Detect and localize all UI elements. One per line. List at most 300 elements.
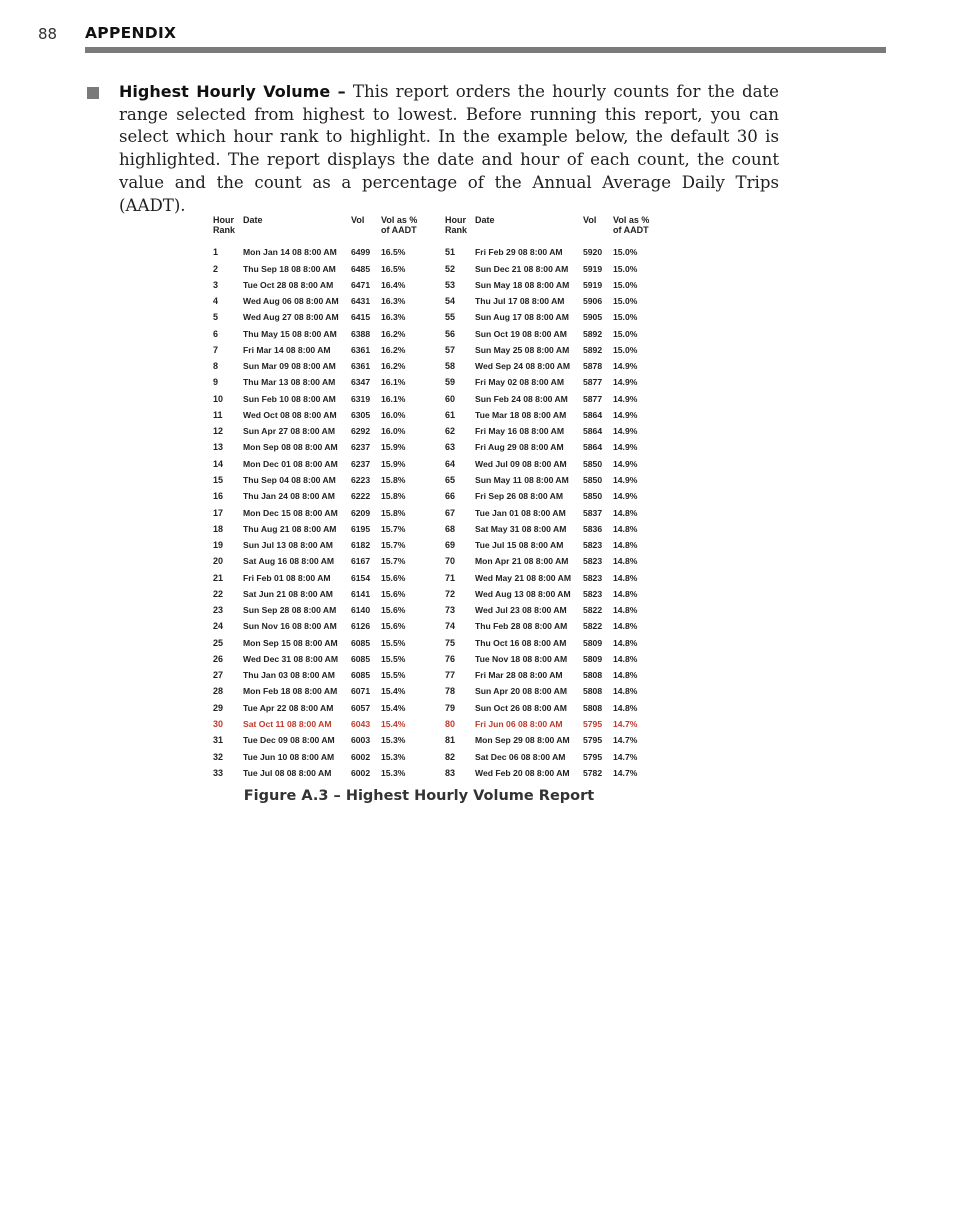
hour-rank-cell: 53 bbox=[445, 279, 456, 290]
date-cell: Sat Dec 06 08 8:00 AM bbox=[475, 751, 566, 762]
hour-rank-cell: 68 bbox=[445, 523, 456, 534]
vol-cell: 5878 bbox=[583, 361, 603, 372]
hour-rank-cell: 2 bbox=[213, 263, 219, 274]
hour-rank-cell: 71 bbox=[445, 572, 456, 583]
table-row bbox=[213, 485, 665, 501]
vol-cell: 5808 bbox=[583, 702, 603, 713]
date-cell: Thu Feb 28 08 8:00 AM bbox=[475, 621, 568, 632]
vol-pct-cell: 14.8% bbox=[613, 670, 638, 681]
date-cell: Fri Sep 26 08 8:00 AM bbox=[475, 491, 564, 502]
date-cell: Wed Aug 13 08 8:00 AM bbox=[475, 588, 571, 599]
table-row bbox=[213, 322, 665, 338]
hour-rank-cell: 65 bbox=[445, 474, 456, 485]
date-cell: Sun Aug 17 08 8:00 AM bbox=[475, 312, 569, 323]
vol-pct-cell: 16.1% bbox=[381, 393, 406, 404]
date-cell: Fri Jun 06 08 8:00 AM bbox=[475, 718, 563, 729]
date-cell: Wed May 21 08 8:00 AM bbox=[475, 572, 572, 583]
vol-pct-cell: 16.0% bbox=[381, 426, 406, 437]
hour-rank-cell: 33 bbox=[213, 767, 224, 778]
vol-pct-cell: 15.9% bbox=[381, 458, 406, 469]
vol-cell: 5808 bbox=[583, 670, 603, 681]
table-row bbox=[213, 274, 665, 290]
date-cell: Tue Nov 18 08 8:00 AM bbox=[475, 653, 568, 664]
vol-cell: 6471 bbox=[351, 279, 371, 290]
hour-rank-cell: 4 bbox=[213, 296, 219, 307]
date-cell: Wed Jul 23 08 8:00 AM bbox=[475, 605, 567, 616]
vol-pct-cell: 16.0% bbox=[381, 409, 406, 420]
vol-cell: 5919 bbox=[583, 279, 603, 290]
header-hour-rank: Hour Rank bbox=[213, 215, 236, 235]
date-cell: Sun May 25 08 8:00 AM bbox=[475, 344, 570, 355]
vol-cell: 6071 bbox=[351, 686, 371, 697]
vol-cell: 5919 bbox=[583, 263, 603, 274]
vol-cell: 5905 bbox=[583, 312, 603, 323]
vol-pct-cell: 15.3% bbox=[381, 767, 406, 778]
report-header-row bbox=[213, 213, 665, 241]
hour-rank-cell: 54 bbox=[445, 296, 456, 307]
hour-rank-cell: 28 bbox=[213, 686, 224, 697]
table-row bbox=[213, 404, 665, 420]
hour-rank-cell: 11 bbox=[213, 409, 223, 420]
hour-rank-cell: 13 bbox=[213, 442, 224, 453]
table-row bbox=[213, 745, 665, 761]
date-cell: Wed Dec 31 08 8:00 AM bbox=[243, 653, 339, 664]
table-row bbox=[213, 534, 665, 550]
table-row bbox=[213, 566, 665, 582]
vol-pct-cell: 15.0% bbox=[613, 263, 638, 274]
figure-caption: Figure A.3 – Highest Hourly Volume Report bbox=[243, 788, 595, 804]
vol-cell: 5836 bbox=[583, 523, 603, 534]
header-vol: Vol bbox=[583, 215, 597, 225]
table-row bbox=[213, 436, 665, 452]
vol-pct-cell: 14.9% bbox=[613, 361, 638, 372]
date-cell: Fri Aug 29 08 8:00 AM bbox=[475, 442, 564, 453]
vol-pct-cell: 15.5% bbox=[381, 670, 406, 681]
date-cell: Thu Sep 18 08 8:00 AM bbox=[243, 263, 336, 274]
date-cell: Sun Dec 21 08 8:00 AM bbox=[475, 263, 569, 274]
table-row bbox=[213, 680, 665, 696]
vol-cell: 6319 bbox=[351, 393, 371, 404]
vol-pct-cell: 14.8% bbox=[613, 653, 638, 664]
hour-rank-cell: 79 bbox=[445, 702, 456, 713]
header-vol: Vol bbox=[351, 215, 365, 225]
vol-pct-cell: 15.6% bbox=[381, 572, 406, 583]
hour-rank-cell: 24 bbox=[213, 621, 224, 632]
table-row bbox=[213, 257, 665, 273]
vol-cell: 6195 bbox=[351, 523, 371, 534]
paragraph-text: This report orders the hourly counts for the date range selected from highest to lowest. Before running this report, you can select which hour rank to highlight. In the example below, the default 30 is highlighted. The report displays the date and hour of each count, the count value and the count as a percentage of the Annual Average Daily Trips (AADT). bbox=[119, 82, 779, 215]
header-vol-pct-aadt: Vol as % of AADT bbox=[381, 215, 418, 235]
table-row bbox=[213, 550, 665, 566]
date-cell: Sun May 11 08 8:00 AM bbox=[475, 474, 569, 485]
vol-pct-cell: 15.4% bbox=[381, 718, 406, 729]
vol-pct-cell: 14.9% bbox=[613, 426, 638, 437]
vol-pct-cell: 16.2% bbox=[381, 328, 406, 339]
vol-cell: 6002 bbox=[351, 767, 371, 778]
date-cell: Sun Feb 10 08 8:00 AM bbox=[243, 393, 336, 404]
vol-pct-cell: 14.8% bbox=[613, 523, 638, 534]
hour-rank-cell: 5 bbox=[213, 312, 219, 323]
table-row bbox=[213, 290, 665, 306]
vol-cell: 5823 bbox=[583, 540, 603, 551]
vol-cell: 6388 bbox=[351, 328, 371, 339]
vol-cell: 5808 bbox=[583, 686, 603, 697]
table-row bbox=[213, 696, 665, 712]
date-cell: Thu Jan 24 08 8:00 AM bbox=[243, 491, 335, 502]
vol-cell: 6305 bbox=[351, 409, 371, 420]
vol-pct-cell: 15.4% bbox=[381, 702, 406, 713]
vol-cell: 6415 bbox=[351, 312, 371, 323]
vol-pct-cell: 15.7% bbox=[381, 556, 406, 567]
date-cell: Mon Sep 08 08 8:00 AM bbox=[243, 442, 338, 453]
hour-rank-cell: 62 bbox=[445, 426, 456, 437]
hour-rank-cell: 74 bbox=[445, 621, 456, 632]
vol-pct-cell: 15.0% bbox=[613, 344, 638, 355]
vol-pct-cell: 16.5% bbox=[381, 263, 406, 274]
vol-pct-cell: 15.0% bbox=[613, 328, 638, 339]
date-cell: Mon Dec 01 08 8:00 AM bbox=[243, 458, 338, 469]
vol-cell: 6182 bbox=[351, 540, 371, 551]
date-cell: Mon Dec 15 08 8:00 AM bbox=[243, 507, 338, 518]
vol-pct-cell: 16.3% bbox=[381, 296, 406, 307]
vol-cell: 5892 bbox=[583, 344, 603, 355]
hour-rank-cell: 61 bbox=[445, 409, 456, 420]
vol-cell: 6499 bbox=[351, 247, 371, 258]
vol-pct-cell: 14.8% bbox=[613, 572, 638, 583]
section-title: APPENDIX bbox=[85, 24, 177, 42]
hour-rank-cell: 52 bbox=[445, 263, 456, 274]
hour-rank-cell: 77 bbox=[445, 670, 456, 681]
vol-pct-cell: 14.9% bbox=[613, 474, 638, 485]
vol-cell: 5823 bbox=[583, 572, 603, 583]
date-cell: Sun Apr 27 08 8:00 AM bbox=[243, 426, 336, 437]
hour-rank-cell: 3 bbox=[213, 279, 219, 290]
table-row bbox=[213, 469, 665, 485]
hour-rank-cell: 58 bbox=[445, 361, 456, 372]
vol-pct-cell: 14.8% bbox=[613, 621, 638, 632]
table-row bbox=[213, 631, 665, 647]
vol-cell: 6222 bbox=[351, 491, 371, 502]
vol-cell: 5864 bbox=[583, 442, 603, 453]
hour-rank-cell: 81 bbox=[445, 735, 456, 746]
date-cell: Wed Feb 20 08 8:00 AM bbox=[475, 767, 570, 778]
date-cell: Tue Jun 10 08 8:00 AM bbox=[243, 751, 335, 762]
date-cell: Sun Oct 26 08 8:00 AM bbox=[475, 702, 567, 713]
vol-cell: 5822 bbox=[583, 605, 603, 616]
date-cell: Thu Oct 16 08 8:00 AM bbox=[475, 637, 567, 648]
vol-pct-cell: 15.8% bbox=[381, 474, 406, 485]
hour-rank-cell: 73 bbox=[445, 605, 456, 616]
table-row bbox=[213, 583, 665, 599]
hour-rank-cell: 57 bbox=[445, 344, 456, 355]
vol-pct-cell: 14.8% bbox=[613, 605, 638, 616]
vol-cell: 5906 bbox=[583, 296, 603, 307]
body-paragraph bbox=[119, 81, 779, 217]
hour-rank-cell: 19 bbox=[213, 540, 224, 551]
date-cell: Sat Jun 21 08 8:00 AM bbox=[243, 588, 333, 599]
paragraph-lead: Highest Hourly Volume – bbox=[119, 82, 346, 101]
date-cell: Fri Feb 01 08 8:00 AM bbox=[243, 572, 331, 583]
vol-pct-cell: 14.7% bbox=[613, 751, 638, 762]
hour-rank-cell: 25 bbox=[213, 637, 224, 648]
date-cell: Sun Sep 28 08 8:00 AM bbox=[243, 605, 337, 616]
date-cell: Mon Sep 29 08 8:00 AM bbox=[475, 735, 570, 746]
vol-pct-cell: 15.0% bbox=[613, 312, 638, 323]
hour-rank-cell: 63 bbox=[445, 442, 456, 453]
date-cell: Mon Apr 21 08 8:00 AM bbox=[475, 556, 569, 567]
vol-pct-cell: 15.7% bbox=[381, 540, 406, 551]
vol-pct-cell: 14.7% bbox=[613, 718, 638, 729]
header-date: Date bbox=[475, 215, 495, 225]
table-row bbox=[213, 518, 665, 534]
header-date: Date bbox=[243, 215, 263, 225]
hour-rank-cell: 1 bbox=[213, 247, 219, 258]
vol-cell: 6085 bbox=[351, 637, 371, 648]
hour-rank-cell: 51 bbox=[445, 247, 456, 258]
vol-cell: 5782 bbox=[583, 767, 603, 778]
vol-cell: 6057 bbox=[351, 702, 371, 713]
vol-cell: 6154 bbox=[351, 572, 371, 583]
date-cell: Sat May 31 08 8:00 AM bbox=[475, 523, 567, 534]
hour-rank-cell: 14 bbox=[213, 458, 224, 469]
table-row bbox=[213, 241, 665, 257]
vol-pct-cell: 15.0% bbox=[613, 296, 638, 307]
vol-cell: 5864 bbox=[583, 426, 603, 437]
date-cell: Tue Jul 08 08 8:00 AM bbox=[243, 767, 332, 778]
vol-pct-cell: 15.0% bbox=[613, 247, 638, 258]
date-cell: Sun Feb 24 08 8:00 AM bbox=[475, 393, 568, 404]
hour-rank-cell: 80 bbox=[445, 718, 456, 729]
table-row bbox=[213, 306, 665, 322]
date-cell: Wed Sep 24 08 8:00 AM bbox=[475, 361, 571, 372]
date-cell: Fri Feb 29 08 8:00 AM bbox=[475, 247, 563, 258]
vol-cell: 6361 bbox=[351, 344, 371, 355]
vol-pct-cell: 16.2% bbox=[381, 344, 406, 355]
vol-cell: 5850 bbox=[583, 491, 603, 502]
vol-cell: 5809 bbox=[583, 637, 603, 648]
page-header bbox=[0, 0, 954, 56]
vol-cell: 5850 bbox=[583, 458, 603, 469]
table-row bbox=[213, 648, 665, 664]
table-row bbox=[213, 452, 665, 468]
vol-pct-cell: 15.8% bbox=[381, 491, 406, 502]
table-row bbox=[213, 713, 665, 729]
vol-pct-cell: 14.8% bbox=[613, 588, 638, 599]
bullet-square-icon bbox=[87, 87, 99, 99]
vol-pct-cell: 15.4% bbox=[381, 686, 406, 697]
date-cell: Wed Aug 27 08 8:00 AM bbox=[243, 312, 339, 323]
hour-rank-cell: 60 bbox=[445, 393, 456, 404]
table-row bbox=[213, 762, 665, 778]
hour-rank-cell: 83 bbox=[445, 767, 456, 778]
vol-cell: 5920 bbox=[583, 247, 603, 258]
hour-rank-cell: 72 bbox=[445, 588, 456, 599]
vol-cell: 6292 bbox=[351, 426, 371, 437]
vol-cell: 5864 bbox=[583, 409, 603, 420]
vol-pct-cell: 15.6% bbox=[381, 621, 406, 632]
date-cell: Tue Mar 18 08 8:00 AM bbox=[475, 409, 567, 420]
hour-rank-cell: 16 bbox=[213, 491, 224, 502]
vol-cell: 6237 bbox=[351, 458, 371, 469]
vol-cell: 6167 bbox=[351, 556, 371, 567]
hour-rank-cell: 64 bbox=[445, 458, 456, 469]
date-cell: Fri May 16 08 8:00 AM bbox=[475, 426, 565, 437]
hour-rank-cell: 22 bbox=[213, 588, 224, 599]
vol-pct-cell: 16.1% bbox=[381, 377, 406, 388]
vol-pct-cell: 14.7% bbox=[613, 735, 638, 746]
vol-pct-cell: 14.8% bbox=[613, 507, 638, 518]
hour-rank-cell: 27 bbox=[213, 670, 224, 681]
hour-rank-cell: 31 bbox=[213, 735, 224, 746]
vol-cell: 5823 bbox=[583, 556, 603, 567]
hour-rank-cell: 26 bbox=[213, 653, 224, 664]
table-row bbox=[213, 371, 665, 387]
date-cell: Tue Jan 01 08 8:00 AM bbox=[475, 507, 566, 518]
date-cell: Tue Jul 15 08 8:00 AM bbox=[475, 540, 564, 551]
vol-pct-cell: 15.6% bbox=[381, 588, 406, 599]
date-cell: Tue Oct 28 08 8:00 AM bbox=[243, 279, 334, 290]
vol-cell: 5795 bbox=[583, 751, 603, 762]
hour-rank-cell: 6 bbox=[213, 328, 219, 339]
table-row bbox=[213, 599, 665, 615]
vol-cell: 6140 bbox=[351, 605, 371, 616]
header-hour-rank: Hour Rank bbox=[445, 215, 468, 235]
date-cell: Fri Mar 28 08 8:00 AM bbox=[475, 670, 563, 681]
vol-pct-cell: 16.4% bbox=[381, 279, 406, 290]
vol-cell: 5822 bbox=[583, 621, 603, 632]
hour-rank-cell: 67 bbox=[445, 507, 456, 518]
hour-rank-cell: 78 bbox=[445, 686, 456, 697]
date-cell: Thu Aug 21 08 8:00 AM bbox=[243, 523, 337, 534]
date-cell: Wed Oct 08 08 8:00 AM bbox=[243, 409, 337, 420]
date-cell: Tue Apr 22 08 8:00 AM bbox=[243, 702, 334, 713]
table-row bbox=[213, 501, 665, 517]
date-cell: Thu May 15 08 8:00 AM bbox=[243, 328, 337, 339]
vol-cell: 6002 bbox=[351, 751, 371, 762]
hour-rank-cell: 10 bbox=[213, 393, 224, 404]
vol-cell: 5809 bbox=[583, 653, 603, 664]
vol-pct-cell: 15.3% bbox=[381, 735, 406, 746]
table-row bbox=[213, 387, 665, 403]
hour-rank-cell: 70 bbox=[445, 556, 456, 567]
vol-pct-cell: 14.9% bbox=[613, 491, 638, 502]
hour-rank-cell: 17 bbox=[213, 507, 224, 518]
header-vol-pct-aadt: Vol as % of AADT bbox=[613, 215, 650, 235]
report-table bbox=[213, 213, 665, 778]
date-cell: Sun Oct 19 08 8:00 AM bbox=[475, 328, 567, 339]
date-cell: Mon Sep 15 08 8:00 AM bbox=[243, 637, 338, 648]
table-row bbox=[213, 355, 665, 371]
hour-rank-cell: 32 bbox=[213, 751, 224, 762]
hour-rank-cell: 9 bbox=[213, 377, 219, 388]
report-body bbox=[213, 241, 665, 778]
hour-rank-cell: 75 bbox=[445, 637, 456, 648]
vol-pct-cell: 14.8% bbox=[613, 686, 638, 697]
hour-rank-cell: 12 bbox=[213, 426, 224, 437]
table-row bbox=[213, 664, 665, 680]
date-cell: Fri May 02 08 8:00 AM bbox=[475, 377, 565, 388]
hourly-volume-report bbox=[213, 213, 665, 778]
vol-cell: 5892 bbox=[583, 328, 603, 339]
hour-rank-cell: 55 bbox=[445, 312, 456, 323]
vol-pct-cell: 14.9% bbox=[613, 409, 638, 420]
hour-rank-cell: 30 bbox=[213, 718, 224, 729]
vol-cell: 6485 bbox=[351, 263, 371, 274]
date-cell: Mon Feb 18 08 8:00 AM bbox=[243, 686, 338, 697]
date-cell: Sun Apr 20 08 8:00 AM bbox=[475, 686, 568, 697]
vol-cell: 6347 bbox=[351, 377, 371, 388]
header-rule bbox=[85, 47, 886, 53]
vol-cell: 6237 bbox=[351, 442, 371, 453]
hour-rank-cell: 23 bbox=[213, 605, 224, 616]
vol-pct-cell: 15.0% bbox=[613, 279, 638, 290]
vol-pct-cell: 15.8% bbox=[381, 507, 406, 518]
vol-pct-cell: 15.5% bbox=[381, 653, 406, 664]
date-cell: Mon Jan 14 08 8:00 AM bbox=[243, 247, 337, 258]
vol-cell: 6361 bbox=[351, 361, 371, 372]
vol-pct-cell: 14.8% bbox=[613, 556, 638, 567]
date-cell: Fri Mar 14 08 8:00 AM bbox=[243, 344, 331, 355]
vol-cell: 6141 bbox=[351, 588, 371, 599]
hour-rank-cell: 76 bbox=[445, 653, 456, 664]
date-cell: Thu Jan 03 08 8:00 AM bbox=[243, 670, 335, 681]
vol-cell: 5837 bbox=[583, 507, 603, 518]
date-cell: Thu Sep 04 08 8:00 AM bbox=[243, 474, 336, 485]
hour-rank-cell: 66 bbox=[445, 491, 456, 502]
vol-cell: 5795 bbox=[583, 735, 603, 746]
table-row bbox=[213, 339, 665, 355]
date-cell: Wed Jul 09 08 8:00 AM bbox=[475, 458, 567, 469]
vol-cell: 5795 bbox=[583, 718, 603, 729]
hour-rank-cell: 59 bbox=[445, 377, 456, 388]
vol-pct-cell: 15.3% bbox=[381, 751, 406, 762]
date-cell: Sat Oct 11 08 8:00 AM bbox=[243, 718, 332, 729]
table-row bbox=[213, 615, 665, 631]
vol-cell: 6043 bbox=[351, 718, 371, 729]
date-cell: Wed Aug 06 08 8:00 AM bbox=[243, 296, 339, 307]
hour-rank-cell: 18 bbox=[213, 523, 224, 534]
vol-cell: 5877 bbox=[583, 393, 603, 404]
vol-pct-cell: 16.2% bbox=[381, 361, 406, 372]
vol-pct-cell: 14.7% bbox=[613, 767, 638, 778]
vol-pct-cell: 14.9% bbox=[613, 442, 638, 453]
vol-cell: 6223 bbox=[351, 474, 371, 485]
vol-pct-cell: 16.3% bbox=[381, 312, 406, 323]
hour-rank-cell: 20 bbox=[213, 556, 224, 567]
hour-rank-cell: 82 bbox=[445, 751, 456, 762]
date-cell: Thu Mar 13 08 8:00 AM bbox=[243, 377, 336, 388]
page-number: 88 bbox=[38, 25, 58, 43]
vol-pct-cell: 15.7% bbox=[381, 523, 406, 534]
hour-rank-cell: 21 bbox=[213, 572, 224, 583]
vol-cell: 6085 bbox=[351, 653, 371, 664]
vol-pct-cell: 14.8% bbox=[613, 540, 638, 551]
vol-cell: 5850 bbox=[583, 474, 603, 485]
table-row bbox=[213, 729, 665, 745]
date-cell: Sun Nov 16 08 8:00 AM bbox=[243, 621, 337, 632]
hour-rank-cell: 15 bbox=[213, 474, 224, 485]
vol-cell: 5877 bbox=[583, 377, 603, 388]
vol-cell: 6431 bbox=[351, 296, 371, 307]
date-cell: Sat Aug 16 08 8:00 AM bbox=[243, 556, 335, 567]
hour-rank-cell: 56 bbox=[445, 328, 456, 339]
vol-pct-cell: 15.5% bbox=[381, 637, 406, 648]
vol-pct-cell: 14.9% bbox=[613, 458, 638, 469]
vol-pct-cell: 14.8% bbox=[613, 702, 638, 713]
date-cell: Sun May 18 08 8:00 AM bbox=[475, 279, 570, 290]
vol-cell: 6126 bbox=[351, 621, 371, 632]
table-row bbox=[213, 420, 665, 436]
